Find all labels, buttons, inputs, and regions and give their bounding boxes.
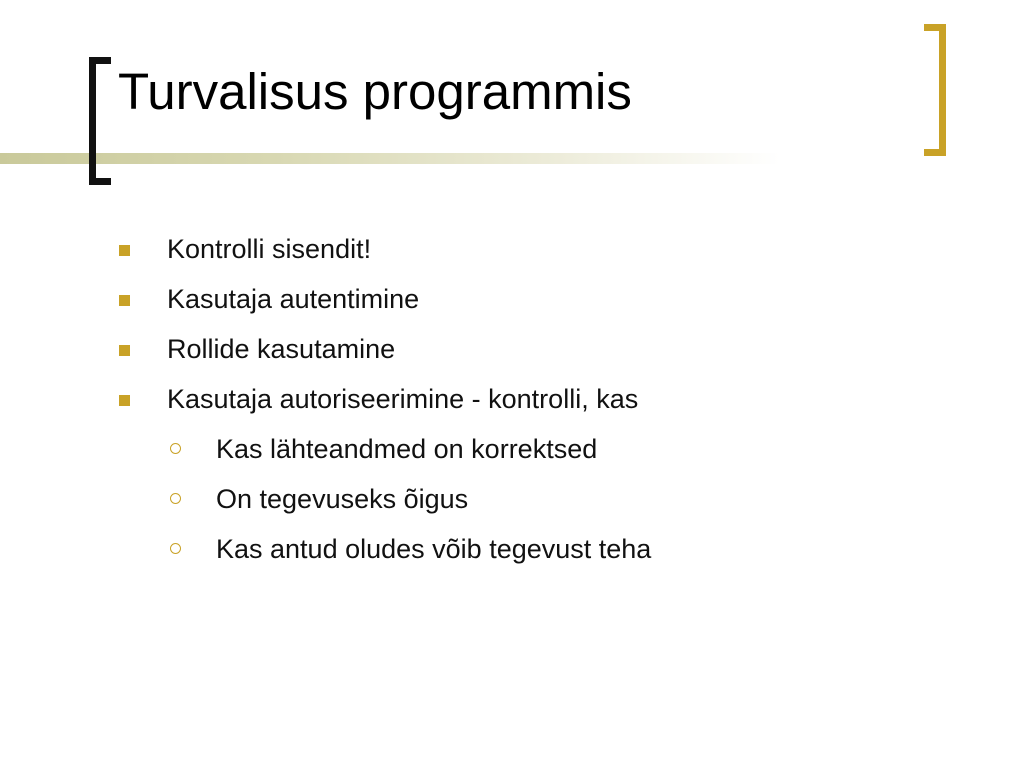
bullet-text: Kasutaja autoriseerimine - kontrolli, kas	[167, 384, 639, 414]
sub-bullet-text: On tegevuseks õigus	[216, 484, 469, 514]
circle-bullet-icon	[170, 443, 181, 454]
left-bracket-icon	[89, 57, 111, 185]
square-bullet-icon	[119, 245, 130, 256]
bullet-item	[0, 374, 1024, 424]
circle-bullet-icon	[170, 543, 181, 554]
bullet-list	[0, 224, 1024, 574]
bullet-text: Rollide kasutamine	[167, 334, 396, 364]
sub-bullet-text: Kas lähteandmed on korrektsed	[216, 434, 598, 464]
square-bullet-icon	[119, 295, 130, 306]
slide-title: Turvalisus programmis	[118, 63, 632, 120]
bullet-text: Kontrolli sisendit!	[167, 234, 372, 264]
bullet-item	[0, 224, 1024, 274]
bullet-item	[0, 324, 1024, 374]
sub-bullet-item	[0, 474, 1024, 524]
square-bullet-icon	[119, 395, 130, 406]
right-bracket-icon	[924, 24, 946, 156]
square-bullet-icon	[119, 345, 130, 356]
title-underline-bar	[0, 153, 780, 164]
circle-bullet-icon	[170, 493, 181, 504]
bullet-item	[0, 274, 1024, 324]
sub-bullet-item	[0, 524, 1024, 574]
sub-bullet-item	[0, 424, 1024, 474]
sub-bullet-text: Kas antud oludes võib tegevust teha	[216, 534, 652, 564]
bullet-text: Kasutaja autentimine	[167, 284, 420, 314]
